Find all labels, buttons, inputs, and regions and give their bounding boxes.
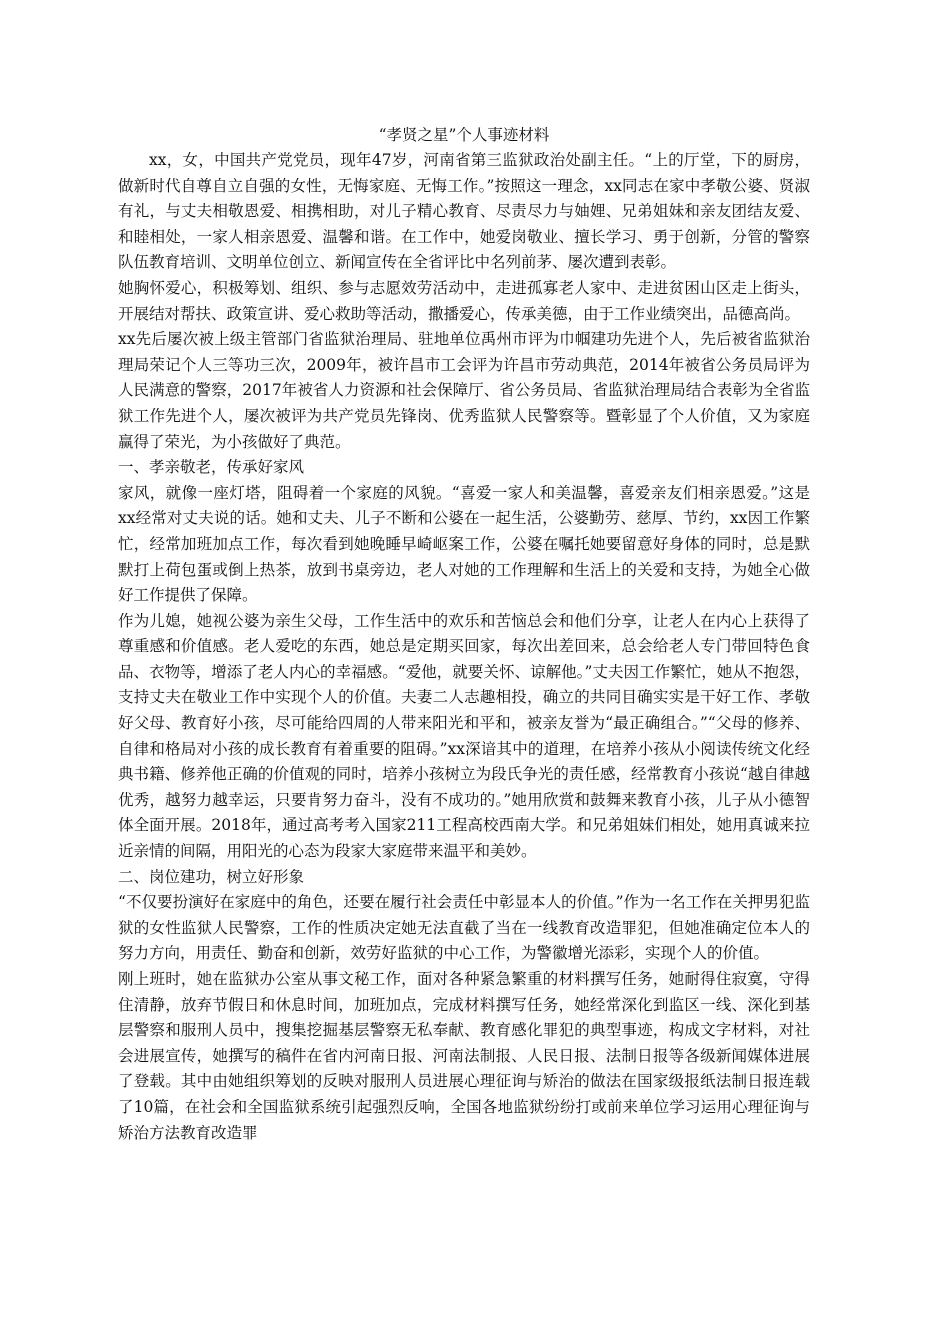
honors-paragraph: xx先后屡次被上级主管部门省监狱治理局、驻地单位禹州市评为巾帼建功先进个人，先后被省监狱治理局荣记个人三等功三次，2009年，被许昌市工会评为许昌市劳动典范，2014年被省公务员局评为人民满意的警察，2017年被省人力资源和社会保障厅、省公务员局、省监狱治理局结合表彰为全省监狱工作先进个人，屡次被评为共产党员先锋岗、优秀监狱人民警察等。暨彰显了个人价值，又为家庭赢得了荣光，为小孩做好了典范。 [118,330,810,451]
intro-paragraph: xx，女，中国共产党党员，现年47岁，河南省第三监狱政治处副主任。“上的厅堂，下的厨房，做新时代自尊自立自强的女性，无悔家庭、无悔工作。”按照这一理念，xx同志在家中孝敬公婆、贤淑有礼，与丈夫相敬恩爱、相携相助，对儿子精心教育、尽责尽力与妯娌、兄弟姐妹和亲友团结友爱、和睦相处，一家人相亲恩爱、温馨和谐。在工作中，她爱岗敬业、擅长学习、勇于创新，分管的警察队伍教育培训、文明单位创立、新闻宣传在全省评比中名列前茅、屡次遭到表彰。 [118,151,810,272]
daughter-in-law-paragraph: 作为儿媳，她视公婆为亲生父母，工作生活中的欢乐和苦恼总会和他们分享，让老人在内心上获得了尊重感和价值感。老人爱吃的东西，她总是定期买回家，每次出差回来，总会给老人专门带回特色食品、衣物等，增添了老人内心的幸福感。“爱他，就要关怀、谅解他。”丈夫因工作繁忙，她从不抱怨，支持丈夫在敬业工作中实现个人的价值。夫妻二人志趣相投，确立的共同目确实实是干好工作、孝敬好父母、教育好小孩，尽可能给四周的人带来阳光和平和，被亲友誉为“最正确组合。”“父母的修养、自律和格局对小孩的成长教育有着重要的阻碍。”xx深谙其中的道理，在培养小孩从小阅读传统文化经典书籍、修养他正确的价值观的同时，培养小孩树立为段氏争光的责任感，经常教育小孩说“越自律越优秀，越努力越幸运，只要肯努力奋斗，没有不成功的。”她用欣赏和鼓舞来教育小孩，儿子从小德智体全面开展。2018年，通过高考考入国家211工程高校西南大学。和兄弟姐妹们相处，她用真诚来拉近亲情的间隔，用阳光的心态为段家大家庭带来温平和美妙。 [118,611,810,861]
document-title: “孝贤之星”个人事迹材料 [378,126,550,144]
section-heading-family: 一、孝亲敬老，传承好家风 [118,458,305,477]
family-paragraph: 家风，就像一座灯塔，阻碍着一个家庭的风貌。“喜爱一家人和美温馨，喜爱亲友们相亲恩爱。”这是xx经常对丈夫说的话。她和丈夫、儿子不断和公婆在一起生活，公婆勤劳、慈厚、节约，xx因工作繁忙，经常加班加点工作，每次看到她晚睡早崎岖案工作，公婆在嘱托她要留意好身体的同时，总是默默打上荷包蛋或倒上热茶，放到书桌旁边，老人对她的工作理解和生活上的关爱和支持，为她全心做好工作提供了保障。 [118,483,810,605]
secretary-work-paragraph: 刚上班时，她在监狱办公室从事文秘工作，面对各种紧急繁重的材料撰写任务，她耐得住寂寞，守得住清静，放弃节假日和休息时间，加班加点，完成材料撰写任务，她经常深化到监区一线、深化到基层警察和服刑人员中，搜集挖掘基层警察无私奉献、教育感化罪犯的典型事迹，构成文字材料，对社会进展宣传，她撰写的稿件在省内河南日报、河南法制报、人民日报、法制日报等各级新闻媒体进展了登载。其中由她组织筹划的反映对服刑人员进展心理征询与矫治的做法在国家级报纸法制日报连载了10篇，在社会和全国监狱系统引起强烈反响，全国各地监狱纷纷打或前来单位学习运用心理征询与矫治方法教育改造罪 [118,970,810,1142]
work-role-paragraph: “不仅要扮演好在家庭中的角色，还要在履行社会责任中彰显本人的价值。”作为一名工作在关押男犯监狱的女性监狱人民警察，工作的性质决定她无法直截了当在一线教育改造罪犯，但她准确定位本人的努力方向，用责任、勤奋和创新，效劳好监狱的中心工作，为警徽增光添彩，实现个人的价值。 [118,893,810,963]
document-page [118,122,810,1146]
section-heading-work: 二、岗位建功，树立好形象 [118,867,305,886]
volunteer-paragraph: 她胸怀爱心，积极筹划、组织、参与志愿效劳活动中，走进孤寡老人家中、走进贫困山区走上街头，开展结对帮扶、政策宣讲、爱心救助等活动，撒播爱心，传承美德，由于工作业绩突出，品德高尚。 [118,278,810,323]
